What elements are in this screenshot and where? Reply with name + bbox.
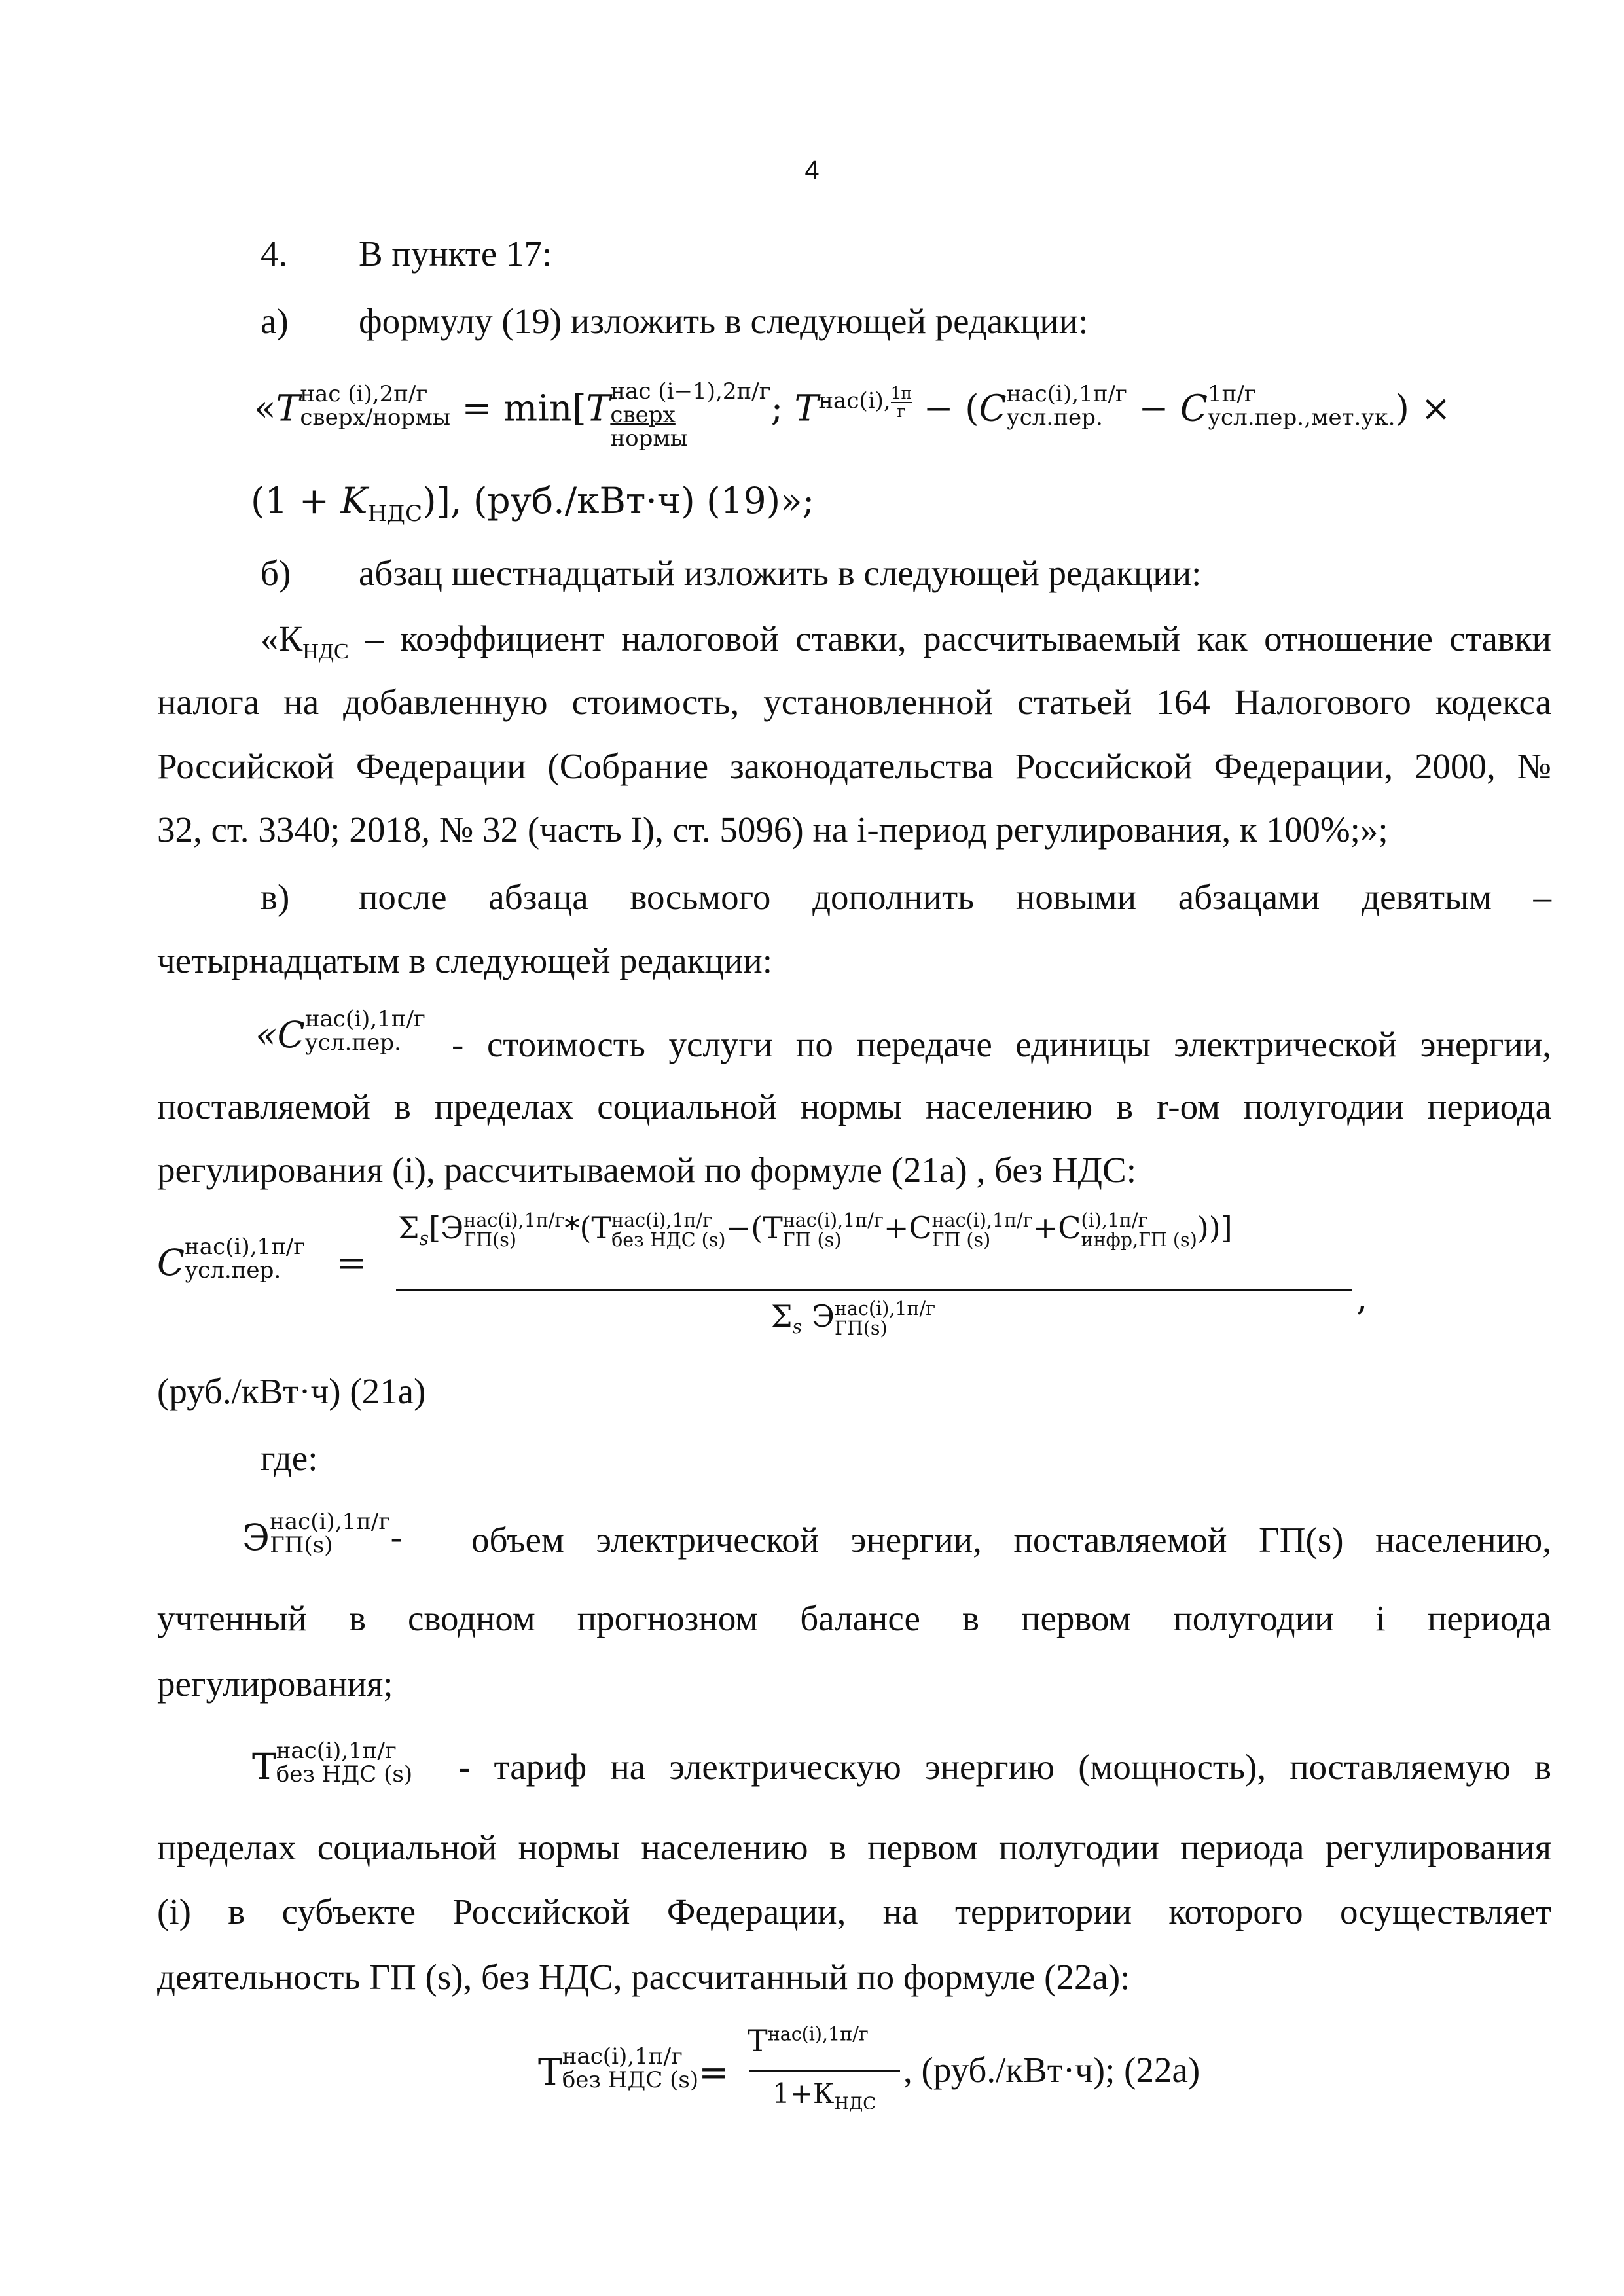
e-definition-symbol: Э нас(i),1п/г ГП(s) - bbox=[242, 1509, 403, 1558]
where-label: где: bbox=[261, 1438, 318, 1478]
t-definition-line3: (i) в субъекте Российской Федерации, на территории которого осуществляет bbox=[157, 1892, 1552, 1931]
formula-22a-denominator: $1+К_{НДС}$ bbox=[772, 2077, 876, 2114]
formula-21a-lhs: C нас(i),1п/г усл.пер. = bbox=[157, 1234, 367, 1283]
item-b-label: б) bbox=[261, 553, 291, 593]
c-definition-symbol: «C нас(i),1п/г усл.пер. bbox=[255, 1006, 425, 1056]
formula-22a-lhs: Т нас(i),1п/г без НДС (s) = bbox=[538, 2043, 729, 2093]
e-definition-line3: регулирования; bbox=[157, 1664, 393, 1704]
section-number: 4. bbox=[261, 234, 288, 274]
item-v-line1: после абзаца восьмого дополнить новыми абзацами девятым – bbox=[359, 877, 1552, 917]
formula-21a-fraction-bar bbox=[396, 1289, 1352, 1291]
formula-19-line2: $(1 + K_{НДС})$], (руб./кВт·ч) (19)»; bbox=[251, 480, 815, 527]
formula-21a-comma: , bbox=[1356, 1276, 1368, 1318]
t-definition-symbol: Т нас(i),1п/г без НДС (s) bbox=[252, 1738, 413, 1787]
formula-19: «T нас (i),2п/г сверх/нормы = min[T нас (i−1),2п/г сверх нормы ; $T^{нас(i),}$ 1п г − (C нас(i),1п/г усл.пер. − C 1п/г усл.пер.,мет.ук. ) × bbox=[254, 378, 1451, 452]
item-a-text: формулу (19) изложить в следующей редакции: bbox=[359, 301, 1089, 341]
k-nds-line2: налога на добавленную стоимость, установленной статьей 164 Налогового кодекса bbox=[157, 682, 1551, 722]
e-definition-line1: объем электрической энергии, поставляемой ГП(s) населению, bbox=[471, 1520, 1552, 1560]
k-nds-line3: Российской Федерации (Собрание законодательства Российской Федерации, 2000, № bbox=[157, 746, 1551, 786]
item-v-label: в) bbox=[261, 877, 290, 917]
c-definition-line1: - стоимость услуги по передаче единицы электрической энергии, bbox=[452, 1024, 1551, 1064]
item-a-label: а) bbox=[261, 301, 289, 341]
k-nds-line4: 32, ст. 3340; 2018, № 32 (часть I), ст. 5096) на i-период регулирования, к 100%;»; bbox=[157, 810, 1388, 850]
formula-21a-unit: (руб./кВт·ч) (21а) bbox=[157, 1371, 426, 1411]
k-nds-line1: «$К_{НДС}$ – коэффициент налоговой ставки, рассчитываемый как отношение ставки bbox=[261, 619, 1551, 664]
item-b-text: абзац шестнадцатый изложить в следующей редакции: bbox=[359, 553, 1202, 593]
formula-21a-denominator: $\Sigma_s$ Э нас(i),1п/г ГП(s) bbox=[771, 1298, 936, 1339]
c-definition-line3: регулирования (i), рассчитываемой по формуле (21а) , без НДС: bbox=[157, 1150, 1136, 1190]
t-definition-line2: пределах социальной нормы населению в первом полугодии периода регулирования bbox=[157, 1827, 1551, 1867]
section-heading: В пункте 17: bbox=[359, 234, 552, 274]
c-definition-line2: поставляемой в пределах социальной нормы населению в r-ом полугодии периода bbox=[157, 1086, 1551, 1126]
page-number: 4 bbox=[804, 156, 820, 185]
formula-22a-numerator: $Т^{нас(i),1п/г}$ bbox=[748, 2023, 869, 2058]
formula-21a-numerator: $\Sigma_s[Э$ нас(i),1п/г ГП(s) *(Т нас(i),1п/г без НДС (s) −(Т нас(i),1п/г ГП (s) +С нас(i),1п/г ГП (s) +С (i),1п/г инфр,ГП (s) ))] bbox=[398, 1210, 1233, 1251]
t-definition-line4: деятельность ГП (s), без НДС, рассчитанный по формуле (22а): bbox=[157, 1957, 1130, 1997]
e-definition-line2: учтенный в сводном прогнозном балансе в первом полугодии i периода bbox=[157, 1598, 1552, 1638]
t-definition-line1: - тариф на электрическую энергию (мощность), поставляемую в bbox=[458, 1747, 1552, 1787]
formula-22a-fraction-bar bbox=[749, 2070, 900, 2072]
formula-22a-tail: , (руб./кВт·ч); (22а) bbox=[903, 2050, 1200, 2090]
item-v-line2: четырнадцатым в следующей редакции: bbox=[157, 941, 773, 980]
